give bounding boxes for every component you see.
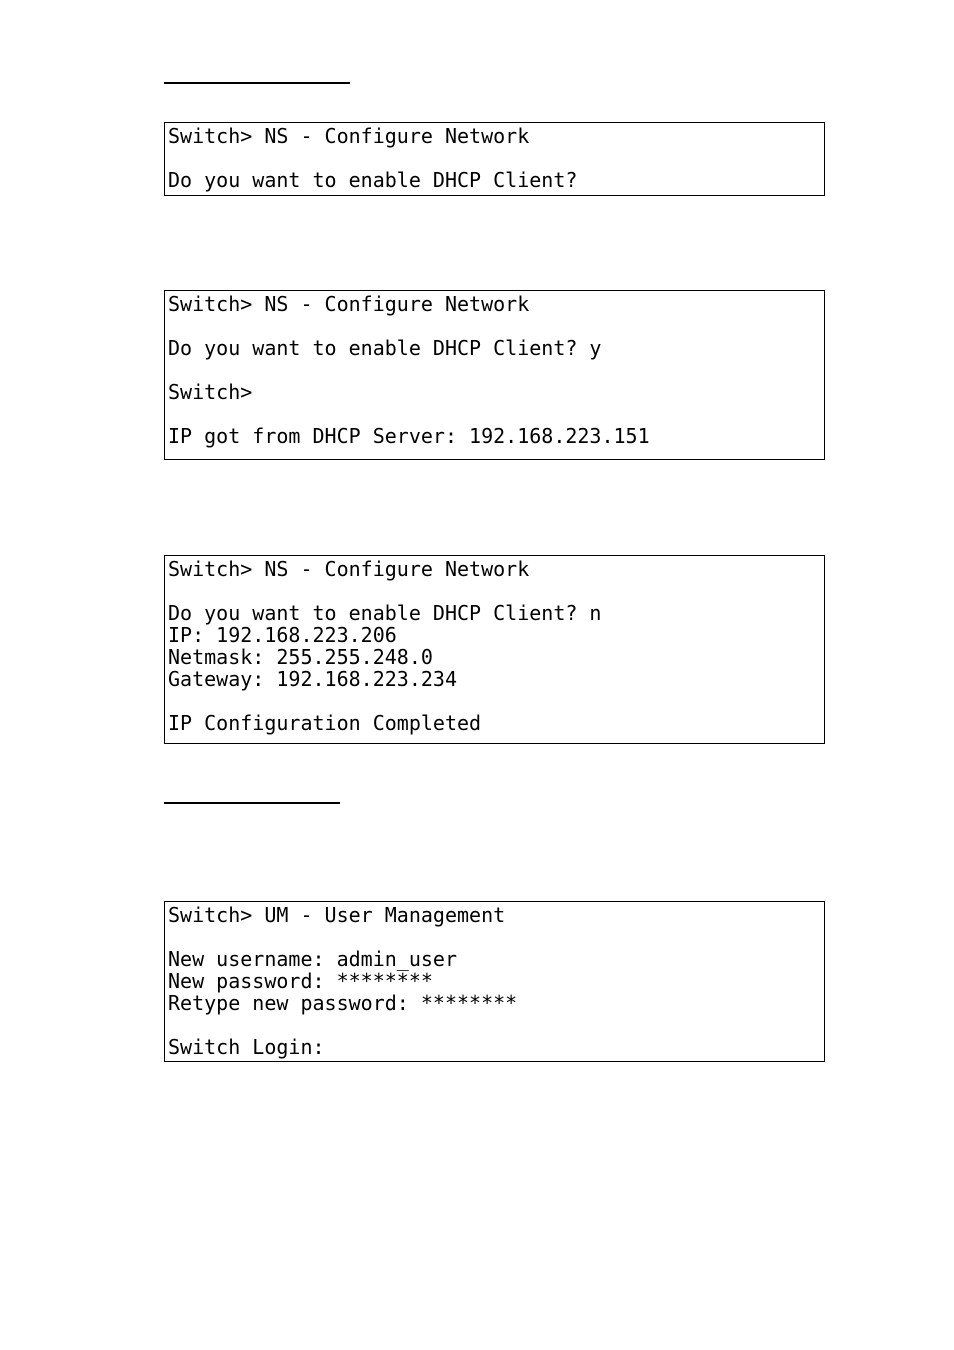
console-line: Switch> NS - Configure Network [168,124,530,148]
console-blank-line [168,690,824,712]
console-blank-line [168,580,824,602]
console-line: IP got from DHCP Server: 192.168.223.151 [168,424,650,448]
console-line: IP Configuration Completed [168,711,482,735]
console-line: Switch> NS - Configure Network [168,292,530,316]
console-line: Do you want to enable DHCP Client? y [168,336,602,360]
console-blank-line [168,147,824,169]
console-line: Gateway: 192.168.223.234 [168,667,457,691]
console-line: Netmask: 255.255.248.0 [168,645,433,669]
console-blank-line [168,403,824,425]
console-line: Switch> UM - User Management [168,903,506,927]
console-dhcp-enabled [164,290,825,460]
section-underline-1 [164,82,350,84]
console-line: Retype new password: ******** [168,991,518,1015]
console-line: New username: admin_user [168,947,457,971]
console-line: Switch Login: [168,1035,325,1059]
section-underline-2 [164,802,340,804]
console-dhcp-disabled [164,555,825,744]
console-blank-line [168,1014,824,1036]
console-blank-line [168,359,824,381]
console-line: Do you want to enable DHCP Client? n [168,601,602,625]
console-line: Switch> NS - Configure Network [168,557,530,581]
console-user-management [164,901,825,1062]
console-line: IP: 192.168.223.206 [168,623,397,647]
console-dhcp-prompt [164,122,825,196]
console-line: Switch> [168,380,253,404]
console-blank-line [168,315,824,337]
console-line: Do you want to enable DHCP Client? [168,168,578,192]
console-blank-line [168,926,824,948]
console-line: New password: ******** [168,969,433,993]
